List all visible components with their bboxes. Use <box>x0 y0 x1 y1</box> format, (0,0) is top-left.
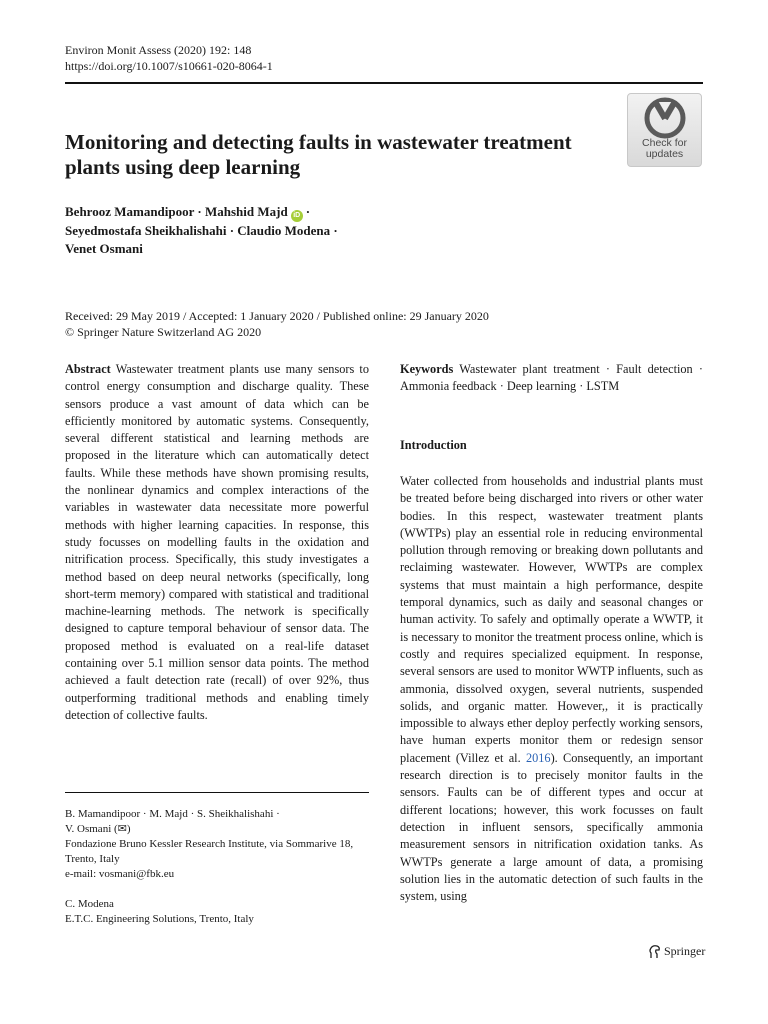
abstract-label: Abstract <box>65 362 111 376</box>
check-for-updates-icon <box>641 96 689 140</box>
orcid-icon[interactable]: iD <box>291 210 303 222</box>
header-rule <box>65 82 703 84</box>
check-for-updates-badge[interactable] <box>627 93 702 167</box>
keywords <box>400 361 703 396</box>
abstract <box>65 361 369 724</box>
springer-horse-icon <box>648 945 661 959</box>
keywords-text: Wastewater plant treatment · Fault detection · Ammonia feedback · Deep learning · LSTM <box>400 362 703 394</box>
authors-line1: Behrooz Mamandipoor · Mahshid Majd <box>65 204 288 219</box>
dates-line: Received: 29 May 2019 / Accepted: 1 January 2020 / Published online: 29 January 2020 <box>65 309 489 323</box>
authors-line3: Venet Osmani <box>65 240 143 256</box>
doi-link[interactable]: https://doi.org/10.1007/s10661-020-8064-1 <box>65 59 273 73</box>
email[interactable]: e-mail: vosmani@fbk.eu <box>65 868 175 880</box>
affiliations: B. Mamandipoor · M. Majd · S. Sheikhalishahi · V. Osmani (✉) Fondazione Bruno Kessler Research Institute, via Sommarive 18, Trento, Italy e-mail: vosmani@fbk.eu C. Modena E.T.C. Engineering Solutions, Trento, Italy <box>65 807 385 927</box>
footnote-divider <box>65 792 369 793</box>
publication-dates <box>65 308 489 340</box>
citation-link[interactable]: 2016 <box>525 750 551 765</box>
badge-line2: updates <box>645 148 684 160</box>
springer-logo <box>648 944 705 959</box>
journal-citation: Environ Monit Assess (2020) 192: 148 <box>65 43 252 57</box>
keywords-label: Keywords <box>400 362 454 376</box>
badge-line1: Check for <box>642 137 687 149</box>
introduction-heading: Introduction <box>400 438 467 452</box>
authors-line2: Seyedmostafa Sheikhalishahi · Claudio Modena · <box>65 223 338 238</box>
article-title: Monitoring and detecting faults in wastewater treatment plants using deep learning <box>65 130 572 179</box>
intro-text-2: ). Consequently, an important research direction is to precisely monitor faults in the sensors. Faults can be of different types and occur at different locations; however, this work focusses on fault detection in influent sensors, specifically ammonia measurement sensors in nitrification oxidation tanks. As WWTPs generate a large amount of data, a promising solution lies in the automatic detection of such faults in the system, using <box>400 750 703 904</box>
abstract-text: Wastewater treatment plants use many sensors to control energy consumption and discharge quality. These sensors produce a vast amount of data which can be efficiently monitored by automatic systems. Consequently, several different statistical and learning methods are proposed in the literature which can automatically detect faults. While these methods have shown promising results, the nonlinear dynamics and complex interactions of the variables in wastewater data necessitate more powerful methods with higher learning capacities. In response, this study focusses on modelling faults in the oxidation and nitrification process. Specifically, this study investigates a method based on deep neural networks (specifically, long short-term memory) compared with statistical and traditional machine-learning methods. The network is specifically designed to capture temporal behaviour of sensor data. The proposed method is evaluated on a real-life dataset containing over 5.1 million sensor data points. The method achieved a fault detection rate (recall) of over 92%, thus outperforming traditional methods and enabling timely detection of collective faults. <box>65 362 369 722</box>
copyright-line: © Springer Nature Switzerland AG 2020 <box>65 325 262 339</box>
publisher-name: Springer <box>664 944 706 958</box>
intro-text-1: Water collected from households and industrial plants must be treated before being discharged into rivers or other water bodies. In this respect, wastewater treatment plants (WWTPs) play an essential role in reducing environmental pollution through removing or breaking down pollutants and reclaiming wastewater. However, WWTPs are complex systems that must maintain a high performance, despite temporal dynamics, such as daily and seasonal changes or human activity. To safely and optimally operate a WWTP, it is necessary to monitor the treatment process online, which is costly and requires specialized equipment. In response, several sensors are used to monitor WWTP influents, such as ammonia, dissolved oxygen, several nutrients, suspended solids, and organic matter. However,, it is practically impossible to always ether deploy perfectly working sensors, have human experts monitor them or redesign sensor placement (Villez et al. <box>400 474 703 765</box>
introduction-body <box>400 473 703 905</box>
author-list: Behrooz Mamandipoor · Mahshid Majd iD · Seyedmostafa Sheikhalishahi · Claudio Modena · Venet Osmani <box>65 203 465 257</box>
